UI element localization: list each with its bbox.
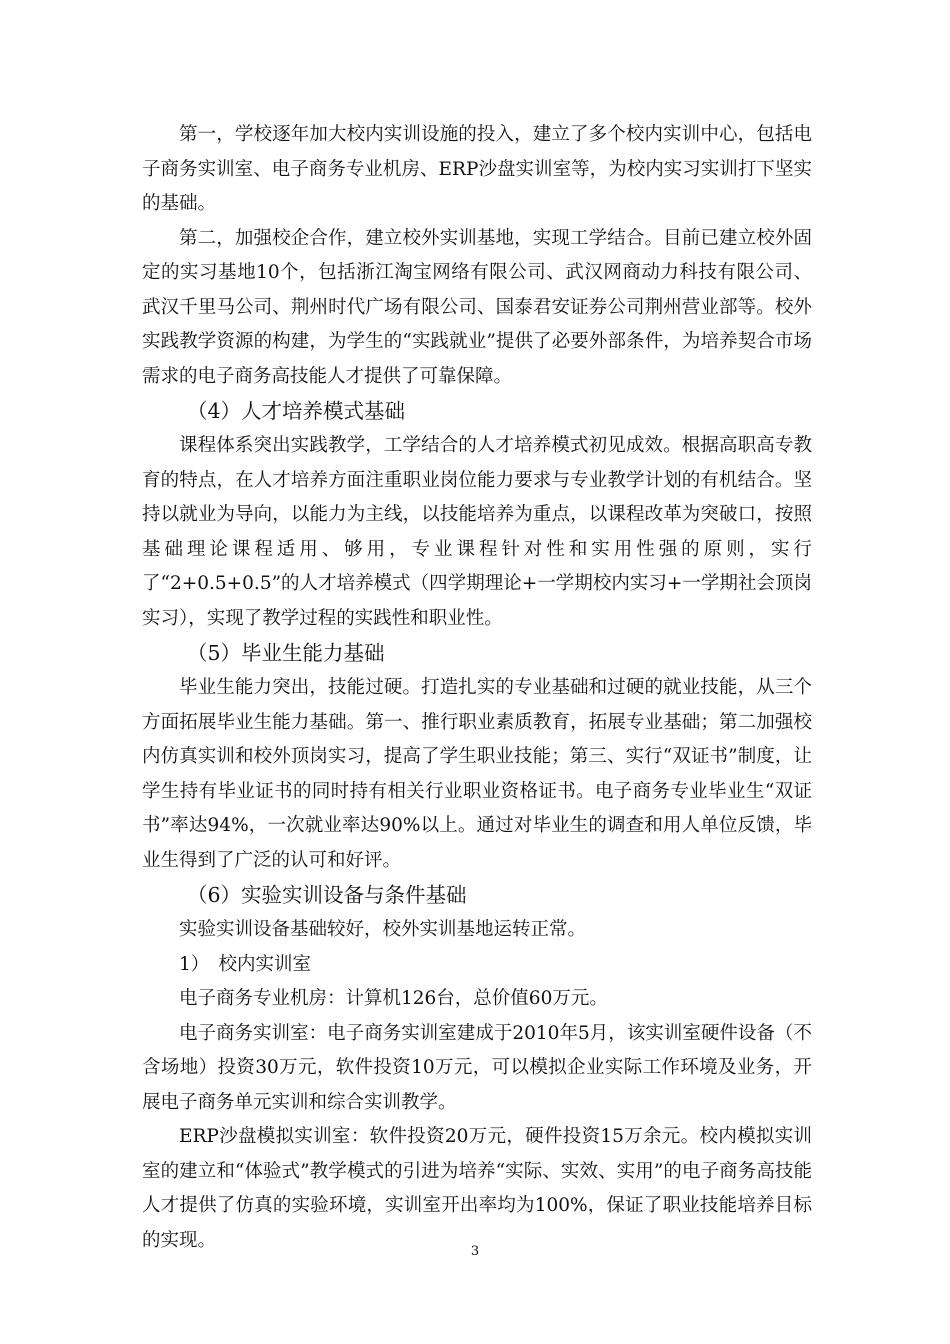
section-heading-4: （4）人才培养模式基础 <box>187 399 406 423</box>
paragraph-first: 第一，学校逐年加大校内实训设施的投入，建立了多个校内实训中心，包括电子商务实训室、电子商务专业机房、ERP沙盘实训室等，为校内实习实训打下坚实的基础。 <box>142 124 812 214</box>
section-heading-5: （5）毕业生能力基础 <box>187 641 385 665</box>
lab-paragraph-3: ERP沙盘模拟实训室：软件投资20万元，硬件投资15万余元。校内模拟实训室的建立和“体验式”教学模式的引进为培养“实际、实效、实用”的电子商务高技能人才提供了仿真的实验环境，实训室开出率均为100%，保证了职业技能培养目标的实现。 <box>142 1126 812 1251</box>
section-body-4: 课程体系突出实践教学，工学结合的人才培养模式初见成效。根据高职高专教育的特点，在人才培养方面注重职业岗位能力要求与专业教学计划的有机结合。坚持以就业为导向，以能力为主线，以技能培养为重点，以课程改革为突破口，按照基础理论课程适用、够用，专业课程针对性和实用性强的原则，实行了“2+0.5+0.5”的人才培养模式（四学期理论+一学期校内实习+一学期社会顶岗实习），实现了教学过程的实践性和职业性。 <box>142 435 812 629</box>
document-body <box>142 118 812 1258</box>
subsection-heading: 1） 校内实训室 <box>179 953 312 975</box>
section-intro-6: 实验实训设备基础较好，校外实训基地运转正常。 <box>179 919 587 940</box>
section-heading-6: （6）实验实训设备与条件基础 <box>187 883 467 907</box>
page-number: 3 <box>470 1244 480 1259</box>
section-body-5: 毕业生能力突出，技能过硬。打造扎实的专业基础和过硬的就业技能，从三个方面拓展毕业生能力基础。第一、推行职业素质教育，拓展专业基础；第二加强校内仿真实训和校外顶岗实习，提高了学生职业技能；第三、实行“双证书”制度，让学生持有毕业证书的同时持有相关行业职业资格证书。电子商务专业毕业生“双证书”率达94%，一次就业率达90%以上。通过对毕业生的调查和用人单位反馈，毕业生得到了广泛的认可和好评。 <box>142 677 812 871</box>
lab-paragraph-1: 电子商务专业机房：计算机126台，总价值60万元。 <box>179 988 608 1009</box>
lab-paragraph-2: 电子商务实训室：电子商务实训室建成于2010年5月，该实训室硬件设备（不含场地）投资30万元，软件投资10万元，可以模拟企业实际工作环境及业务，开展电子商务单元实训和综合实训教学。 <box>142 1022 812 1113</box>
paragraph-second: 第二，加强校企合作，建立校外实训基地，实现工学结合。目前已建立校外固定的实习基地10个，包括浙江淘宝网络有限公司、武汉网商动力科技有限公司、武汉千里马公司、荆州时代广场有限公司、国泰君安证券公司荆州营业部等。校外实践教学资源的构建，为学生的“实践就业”提供了必要外部条件，为培养契合市场需求的电子商务高技能人才提供了可靠保障。 <box>142 227 812 387</box>
